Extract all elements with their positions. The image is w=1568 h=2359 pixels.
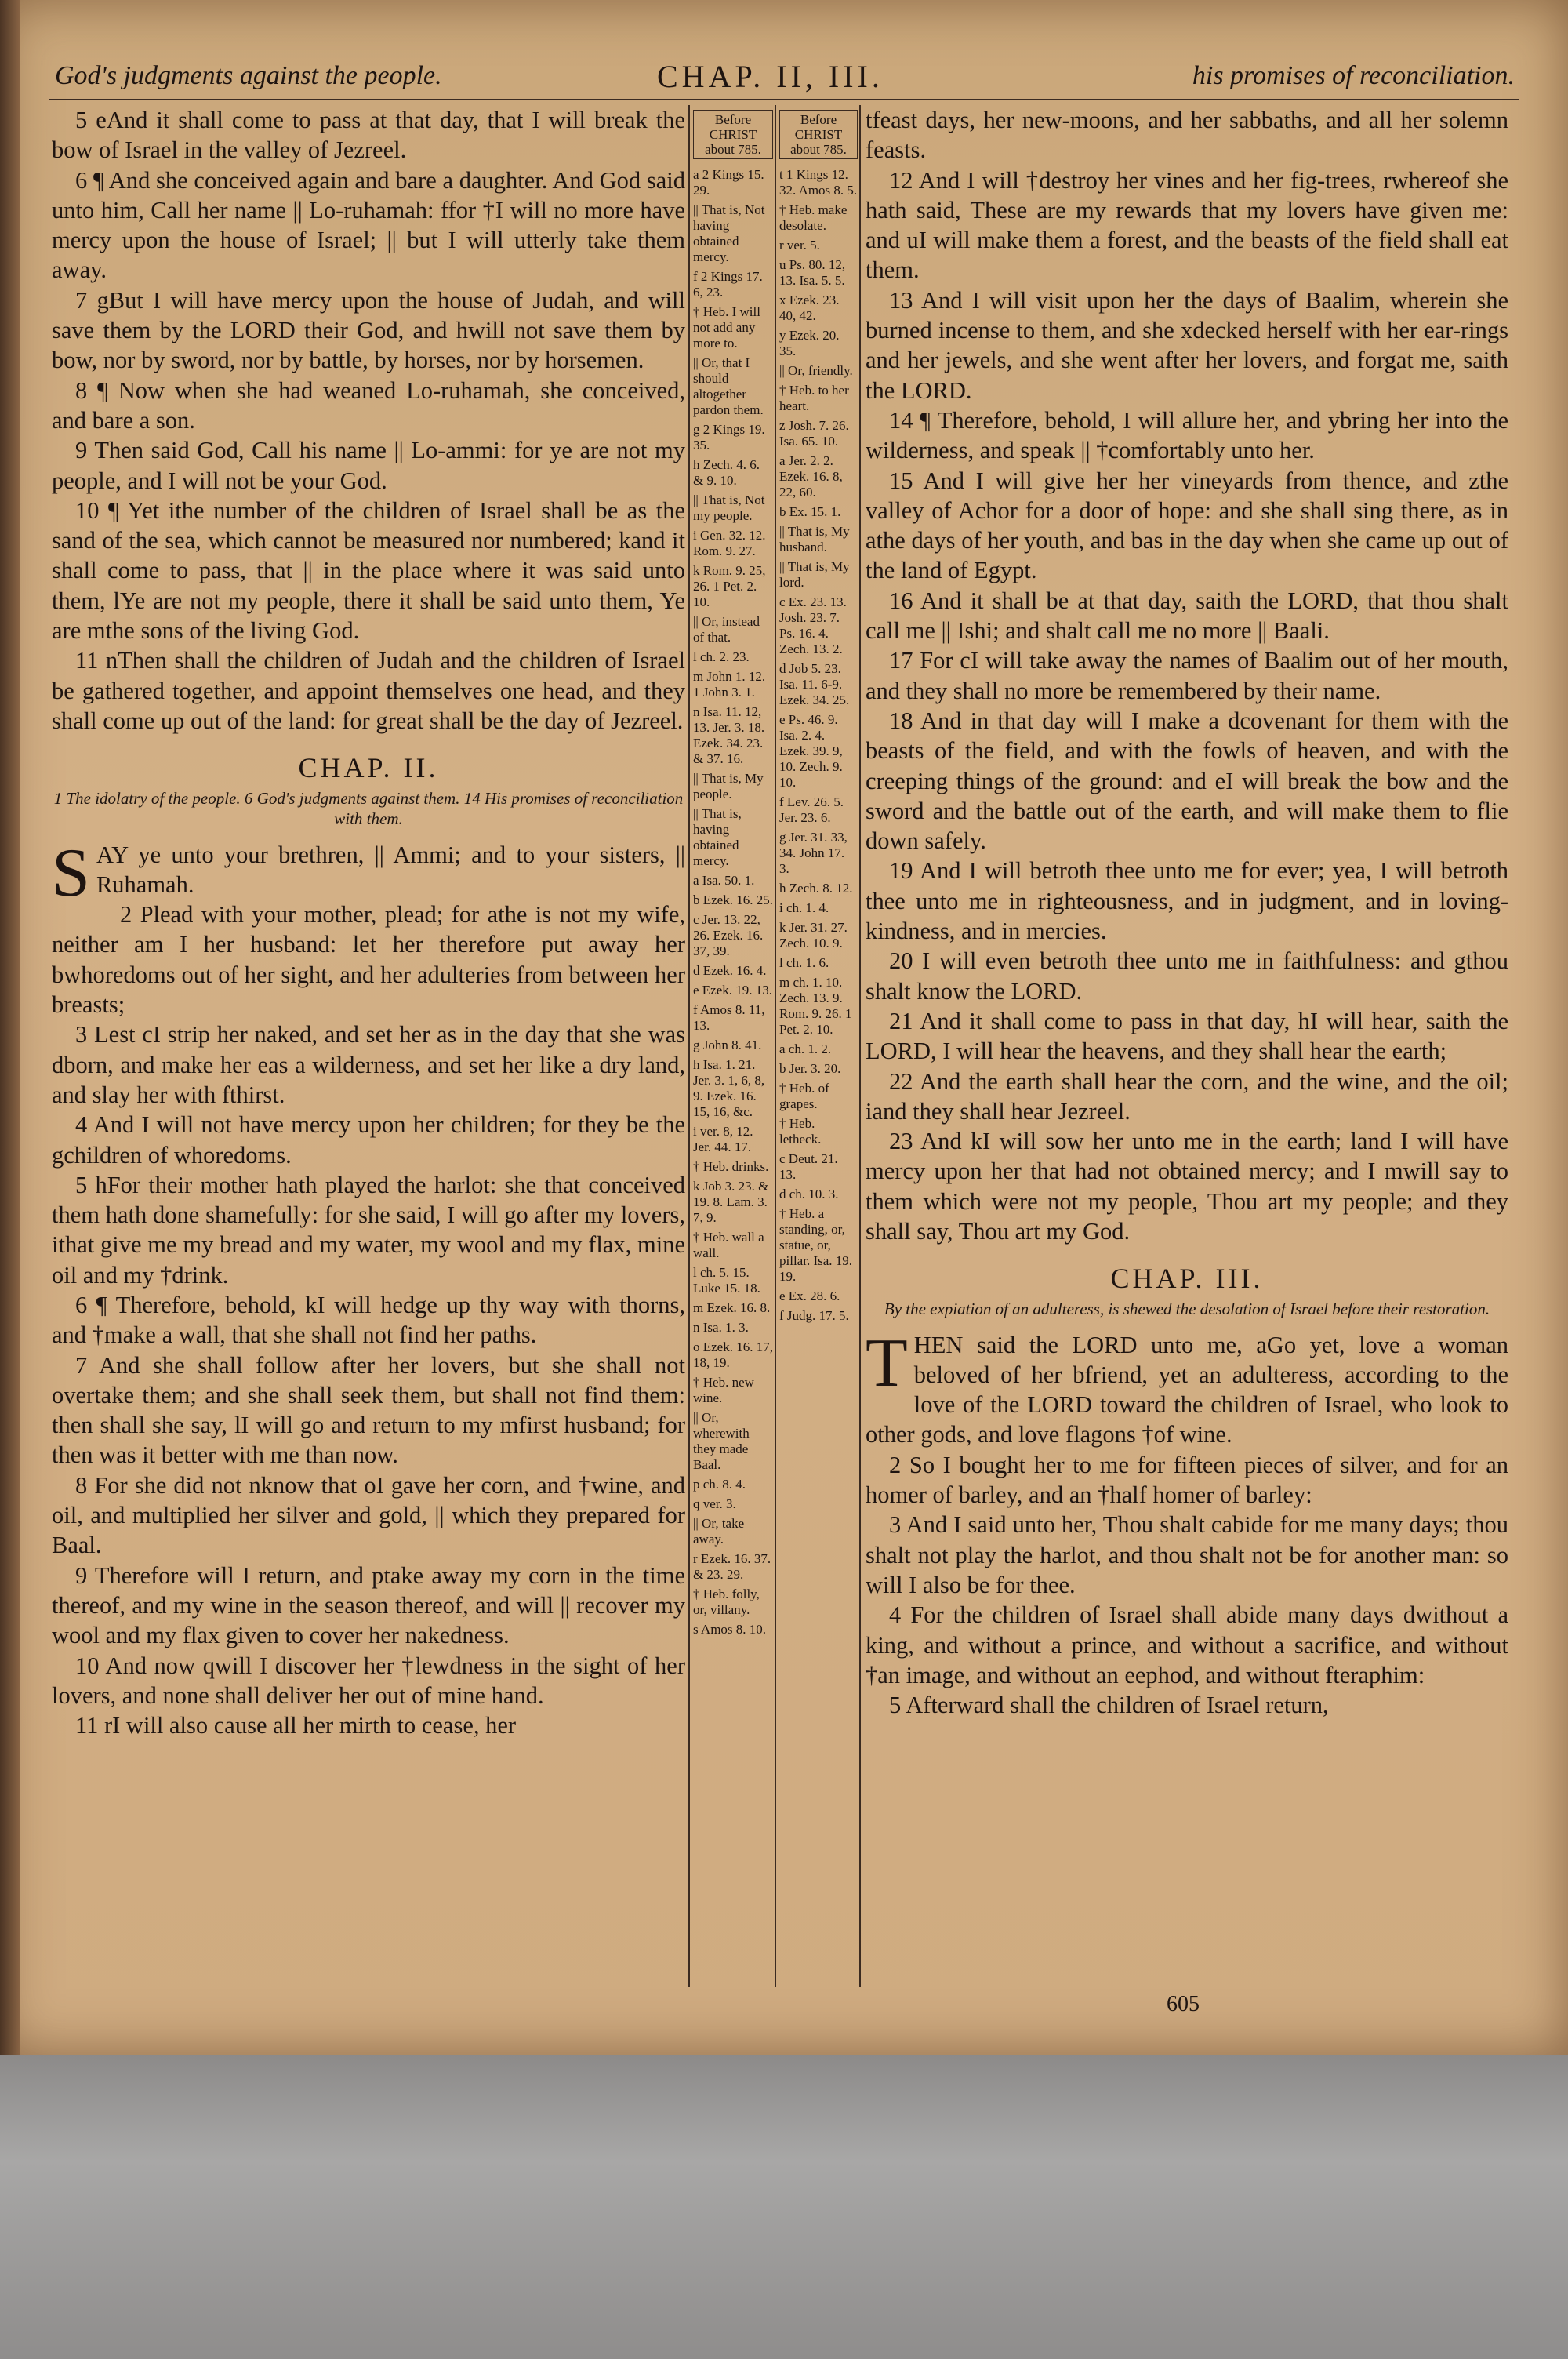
cross-reference: c Ex. 23. 13. Josh. 23. 7. Ps. 16. 4. Zech. 13. 2. (779, 594, 847, 656)
header-rule (49, 99, 1519, 100)
cross-references-left (693, 110, 773, 1641)
cross-reference: † Heb. to her heart. (779, 383, 849, 413)
chapter-3-heading: CHAP. III. (1110, 1263, 1264, 1295)
cross-reference: c Deut. 21. 13. (779, 1151, 838, 1182)
cross-reference: y Ezek. 20. 35. (779, 328, 840, 358)
cross-reference: a 2 Kings 15. 29. (693, 167, 764, 198)
cross-reference: a Isa. 50. 1. (693, 873, 755, 888)
cross-reference: g John 8. 41. (693, 1038, 762, 1052)
verse: 9 Then said God, Call his name || Lo-ammi: for ye are not my people, and I will not be your God. (52, 437, 685, 494)
cross-reference: † Heb. I will not add any more to. (693, 304, 760, 351)
cross-reference: k Job 3. 23. & 19. 8. Lam. 3. 7, 9. (693, 1179, 769, 1225)
cross-reference: c Jer. 13. 22, 26. Ezek. 16. 37, 39. (693, 912, 764, 958)
cross-reference: † Heb. new wine. (693, 1375, 754, 1405)
verse: 12 And I will †destroy her vines and her fig-trees, rwhereof she hath said, These are my rewards that my lovers have given me: and uI will make them a forest, and the beasts of the field shall eat them. (866, 166, 1508, 284)
cross-reference: g 2 Kings 19. 35. (693, 422, 765, 453)
cross-reference: e Ezek. 19. 13. (693, 983, 773, 998)
verse: 11 rI will also cause all her mirth to cease, her (75, 1712, 517, 1739)
chapter-2-verses-continued (866, 105, 1508, 1246)
cross-reference: u Ps. 80. 12, 13. Isa. 5. 5. (779, 257, 846, 288)
reference-list (779, 167, 858, 1324)
cross-references-right (779, 110, 858, 1328)
verse-text: AY ye unto your brethren, || Ammi; and to your sisters, || Ruhamah. (96, 841, 685, 898)
cross-reference: || That is, My lord. (779, 559, 850, 590)
verse: 11 nThen shall the children of Judah and the children of Israel be gathered together, and appoint themselves one head, and they shall come up out of the land: for great shall be the day of Jezreel. (52, 647, 685, 734)
cross-reference: f Amos 8. 11, 13. (693, 1002, 765, 1033)
cross-reference: l ch. 2. 23. (693, 649, 750, 664)
cross-reference: || That is, My husband. (779, 524, 850, 554)
verse: 20 I will even betroth thee unto me in faithfulness: and gthou shalt know the LORD. (866, 947, 1508, 1005)
running-head-right: his promises of reconciliation. (1192, 61, 1515, 90)
verse: 5 Afterward shall the children of Israel return, (889, 1692, 1329, 1719)
cross-reference: e Ps. 46. 9. Isa. 2. 4. Ezek. 39. 9, 10. Zech. 9. 10. (779, 712, 843, 790)
verse: 4 For the children of Israel shall abide many days dwithout a king, and without a prince, and without a sacrifice, and without †an image, and without an eephod, and without fteraphim: (866, 1601, 1508, 1688)
cross-reference: || Or, instead of that. (693, 614, 760, 645)
verse: 2 So I bought her to me for fifteen pieces of silver, and for an homer of barley, and an †half homer of barley: (866, 1451, 1508, 1509)
cross-reference: || Or, that I should altogether pardon them. (693, 355, 764, 417)
verse: 21 And it shall come to pass in that day, hI will hear, saith the LORD, I will hear the heavens, and they shall hear the earth; (866, 1007, 1508, 1065)
cross-reference: † Heb. of grapes. (779, 1081, 829, 1111)
reference-list (693, 167, 773, 1637)
verse: 8 ¶ Now when she had weaned Lo-ruhamah, she conceived, and bare a son. (52, 376, 685, 434)
verse: tfeast days, her new-moons, and her sabbaths, and all her solemn feasts. (866, 107, 1508, 164)
chapter-1-verses (52, 105, 685, 736)
verse: 19 And I will betroth thee unto me for ever; yea, I will betroth thee unto me in righteousness, and in judgment, and in loving-kindness, and in mercies. (866, 857, 1508, 945)
verse: 5 hFor their mother hath played the harlot: she that conceived them hath done shamefully: for she said, I will go after my lovers, ithat give me my bread and my water, my wool and my flax, mine oil and my †drink. (52, 1171, 685, 1289)
cross-reference: || Or, take away. (693, 1516, 745, 1547)
cross-reference: r ver. 5. (779, 238, 820, 253)
cross-reference: † Heb. make desolate. (779, 202, 848, 233)
cross-reference: f Lev. 26. 5. Jer. 23. 6. (779, 794, 844, 825)
cross-reference: † Heb. a standing, or, statue, or, pillar. Isa. 19. 19. (779, 1206, 853, 1284)
cross-reference: || That is, Not my people. (693, 493, 765, 523)
running-head-left: God's judgments against the people. (55, 61, 442, 90)
cross-reference: m John 1. 12. 1 John 3. 1. (693, 669, 766, 700)
cross-reference: b Ezek. 16. 25. (693, 892, 773, 907)
cross-reference: s Amos 8. 10. (693, 1622, 767, 1637)
cross-reference: f Judg. 17. 5. (779, 1308, 849, 1323)
cross-reference: z Josh. 7. 26. Isa. 65. 10. (779, 418, 849, 449)
cross-reference: i ch. 1. 4. (779, 900, 829, 915)
verse: 4 And I will not have mercy upon her children; for they be the gchildren of whoredoms. (52, 1111, 685, 1169)
cross-reference: h Zech. 4. 6. & 9. 10. (693, 457, 760, 488)
verse: 5 eAnd it shall come to pass at that day, that I will break the bow of Israel in the valley of Jezreel. (52, 107, 685, 164)
chapter-3-summary: By the expiation of an adulteress, is shewed the desolation of Israel before their restoration. (884, 1299, 1490, 1318)
date-box: Before CHRIST about 785. (779, 110, 858, 159)
verse (52, 834, 685, 911)
date-box: Before CHRIST about 785. (693, 110, 773, 159)
cross-reference: r Ezek. 16. 37. & 23. 29. (693, 1551, 771, 1582)
verse: 7 And she shall follow after her lovers, but she shall not overtake them; and she shall seek them, but shall not find them: then shall she say, lI will go and return to my mfirst husband; for then was it better with me than now. (52, 1351, 685, 1469)
verse: 6 ¶ And she conceived again and bare a daughter. And God said unto him, Call her name || Lo-ruhamah: ffor †I will no more have mercy upon the house of Israel; || but I will utterly take them away. (52, 166, 685, 284)
verse: 7 gBut I will have mercy upon the house of Judah, and will save them by the LORD their God, and hwill not save them by bow, nor by sword, nor by battle, by horses, nor by horsemen. (52, 286, 685, 374)
verse: 3 And I said unto her, Thou shalt cabide for me many days; thou shalt not play the harlot, and thou shalt not be for another man: so will I also be for thee. (866, 1511, 1508, 1598)
chapter-2-summary: 1 The idolatry of the people. 6 God's judgments against them. 14 His promises of reconciliation with them. (53, 788, 684, 828)
verse: 22 And the earth shall hear the corn, and the wine, and the oil; iand they shall hear Jezreel. (866, 1067, 1508, 1125)
cross-reference: h Isa. 1. 21. Jer. 3. 1, 6, 8, 9. Ezek. 16. 15, 16, &c. (693, 1057, 765, 1119)
verse: 14 ¶ Therefore, behold, I will allure her, and ybring her into the wilderness, and speak || †comfortably unto her. (866, 406, 1508, 464)
background-surface (0, 2055, 1568, 2359)
cross-reference: † Heb. drinks. (693, 1159, 769, 1174)
cross-reference: n Isa. 11. 12, 13. Jer. 3. 18. Ezek. 34. 23. & 37. 16. (693, 704, 765, 766)
verse (866, 1325, 1508, 1450)
cross-reference: h Zech. 8. 12. (779, 881, 853, 896)
cross-reference: d Ezek. 16. 4. (693, 963, 767, 978)
cross-reference: a Jer. 2. 2. Ezek. 16. 8, 22, 60. (779, 453, 843, 500)
verse: 10 ¶ Yet ithe number of the children of Israel shall be as the sand of the sea, which cannot be measured nor numbered; kand it shall come to pass, that || in the place where it was said unto them, lYe are not my people, there it shall be said unto them, Ye are mthe sons of the living God. (52, 496, 685, 645)
cross-reference: n Isa. 1. 3. (693, 1320, 749, 1335)
cross-reference: p ch. 8. 4. (693, 1477, 746, 1492)
cross-reference: o Ezek. 16. 17, 18, 19. (693, 1339, 773, 1370)
cross-reference: † Heb. folly, or, villany. (693, 1587, 760, 1617)
page-binding-edge (0, 0, 20, 2055)
cross-reference: a ch. 1. 2. (779, 1041, 832, 1056)
cross-reference: k Rom. 9. 25, 26. 1 Pet. 2. 10. (693, 563, 766, 609)
verse: 17 For cI will take away the names of Baalim out of her mouth, and they shall no more be remembered by their name. (866, 647, 1508, 704)
text-column-right (866, 105, 1508, 1720)
cross-reference: k Jer. 31. 27. Zech. 10. 9. (779, 920, 848, 951)
column-rule (859, 105, 861, 1987)
verse: 2 Plead with your mother, plead; for athe is not my wife, neither am I her husband: let her therefore put away her bwhoredoms out of her sight, and her adulteries from between her breasts; (52, 901, 685, 1019)
verse: 16 And it shall be at that day, saith the LORD, that thou shalt call me || Ishi; and shalt call me no more || Baali. (866, 587, 1508, 645)
chapter-2-verses (52, 834, 685, 1741)
verse: 6 ¶ Therefore, behold, kI will hedge up thy way with thorns, and †make a wall, that she shall not find her paths. (52, 1291, 685, 1349)
cross-reference: d Job 5. 23. Isa. 11. 6-9. Ezek. 34. 25. (779, 661, 850, 707)
cross-reference: i Gen. 32. 12. Rom. 9. 27. (693, 528, 766, 558)
cross-reference: || That is, having obtained mercy. (693, 806, 742, 868)
cross-reference: e Ex. 28. 6. (779, 1289, 840, 1303)
cross-reference: b Jer. 3. 20. (779, 1061, 841, 1076)
drop-cap: T (866, 1325, 908, 1401)
column-rule (775, 105, 776, 1987)
verse: 3 Lest cI strip her naked, and set her as in the day that she was dborn, and make her eas a wilderness, and set her like a dry land, and slay her with fthirst. (52, 1021, 685, 1108)
verse: 23 And kI will sow her unto me in the earth; land I will have mercy upon her that had not obtained mercy; and I mwill say to them which were not my people, Thou art my people; and they shall say, Thou art my God. (866, 1128, 1508, 1245)
text-column-left (52, 105, 685, 1740)
verse: 10 And now qwill I discover her †lewdness in the sight of her lovers, and none shall deliver her out of mine hand. (52, 1652, 685, 1709)
cross-reference: † Heb. letheck. (779, 1116, 822, 1147)
verse: 15 And I will give her her vineyards from thence, and zthe valley of Achor for a door of hope: and she shall sing there, as in athe days of her youth, and bas in the day when she came up out of the land of Egypt. (866, 467, 1508, 584)
verse: 8 For she did not nknow that oI gave her corn, and †wine, and oil, and multiplied her silver and gold, || which they prepared for Baal. (52, 1471, 685, 1559)
cross-reference: f 2 Kings 17. 6, 23. (693, 269, 763, 300)
cross-reference: g Jer. 31. 33, 34. John 17. 3. (779, 830, 848, 876)
cross-reference: x Ezek. 23. 40, 42. (779, 293, 840, 323)
verse: 13 And I will visit upon her the days of Baalim, wherein she burned incense to them, and she xdecked herself with her ear-rings and her jewels, and she went after her lovers, and forgat me, saith the LORD. (866, 286, 1508, 404)
cross-reference: l ch. 5. 15. Luke 15. 18. (693, 1265, 760, 1296)
verse: 18 And in that day will I make a dcovenant for them with the beasts of the field, and with the fowls of heaven, and with the creeping things of the ground: and eI will break the bow and the sword and the battle out of the earth, and will make them to flie down safely. (866, 707, 1508, 855)
cross-reference: † Heb. wall a wall. (693, 1230, 764, 1260)
cross-reference: d ch. 10. 3. (779, 1187, 839, 1201)
cross-reference: q ver. 3. (693, 1496, 736, 1511)
chapter-3-verses (866, 1325, 1508, 1721)
cross-reference: m Ezek. 16. 8. (693, 1300, 771, 1315)
running-head-chapter: CHAP. II, III. (657, 59, 884, 94)
verse: 9 Therefore will I return, and ptake away my corn in the time thereof, and my wine in the season thereof, and will || recover my wool and my flax given to cover her nakedness. (52, 1561, 685, 1649)
cross-reference: || That is, Not having obtained mercy. (693, 202, 765, 264)
column-rule (688, 105, 690, 1987)
cross-reference: l ch. 1. 6. (779, 955, 829, 970)
drop-cap: S (52, 834, 90, 911)
verse-text: HEN said the LORD unto me, aGo yet, love a woman beloved of her bfriend, yet an adulteress, according to the love of the LORD toward the children of Israel, who look to other gods, and love flagons †of wine. (866, 1331, 1508, 1448)
page-number: 605 (1167, 1992, 1200, 2016)
cross-reference: t 1 Kings 12. 32. Amos 8. 5. (779, 167, 858, 198)
chapter-2-heading: CHAP. II. (298, 752, 439, 784)
cross-reference: || Or, wherewith they made Baal. (693, 1410, 750, 1472)
cross-reference: m ch. 1. 10. Zech. 13. 9. Rom. 9. 26. 1 Pet. 2. 10. (779, 975, 852, 1037)
cross-reference: b Ex. 15. 1. (779, 504, 841, 519)
cross-reference: || That is, My people. (693, 771, 764, 801)
cross-reference: i ver. 8, 12. Jer. 44. 17. (693, 1124, 753, 1154)
cross-reference: || Or, friendly. (779, 363, 853, 378)
